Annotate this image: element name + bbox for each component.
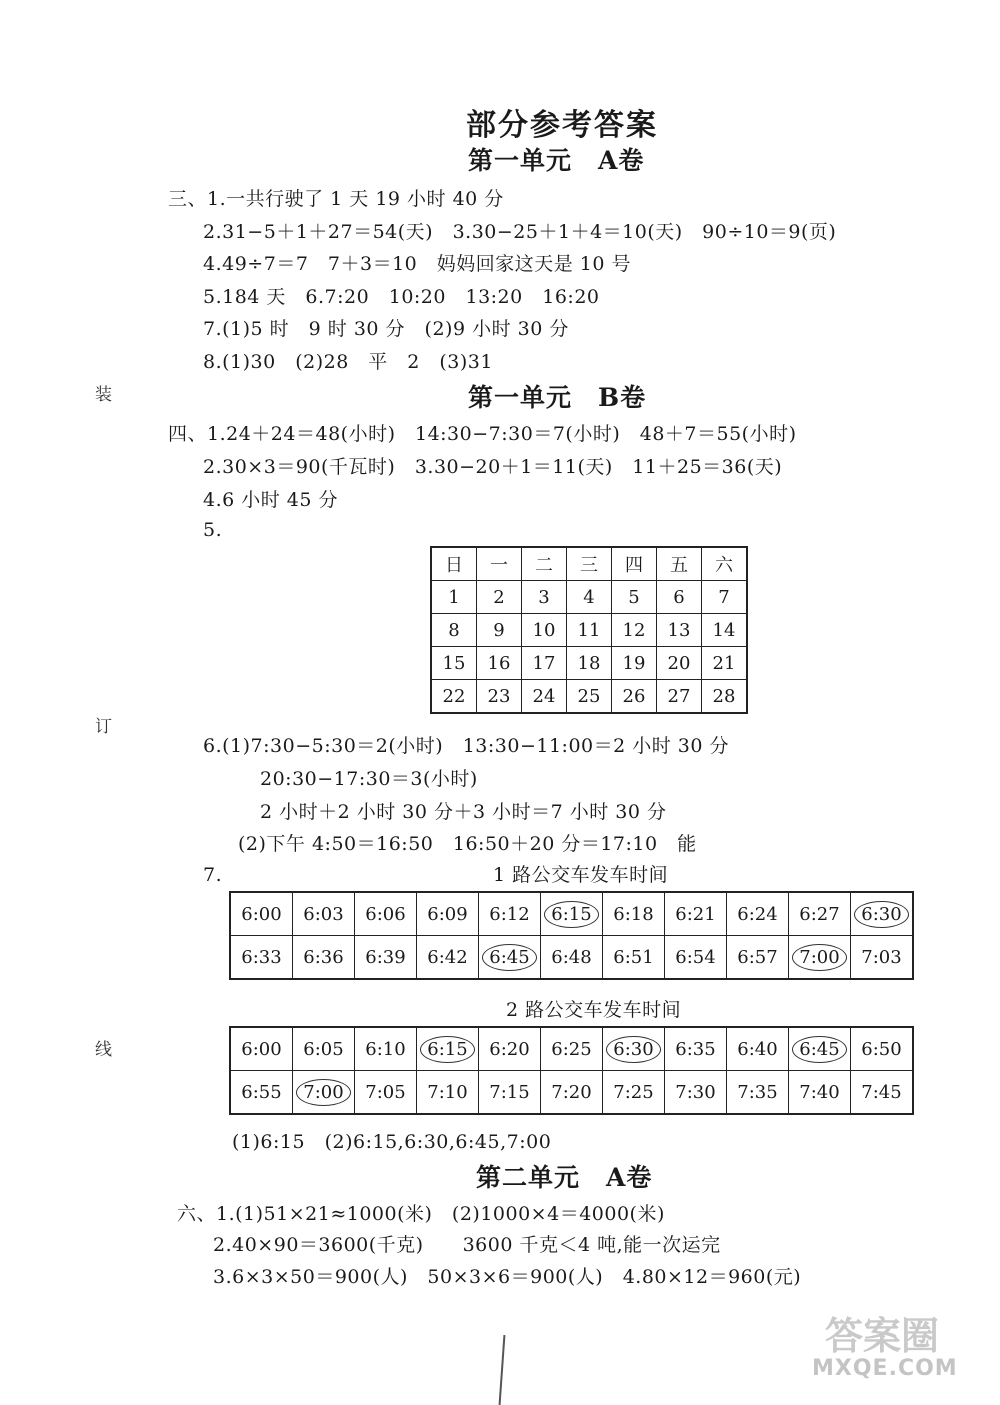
bus1-time-cell <box>479 892 541 936</box>
time-value: 6:10 <box>365 1038 406 1060</box>
q7-label: 7. <box>203 864 223 886</box>
time-value: 7:20 <box>551 1081 592 1103</box>
unit1-a-line: 8.(1)30 (2)28 平 2 (3)31 <box>203 351 493 373</box>
bus1-row <box>230 936 913 980</box>
time-value: 7:15 <box>489 1081 530 1103</box>
bus1-time-cell <box>293 936 355 980</box>
unit1-a-line: 5.184 天 6.7:20 10:20 13:20 16:20 <box>203 286 600 308</box>
circled-time: 6:45 <box>792 1036 846 1063</box>
bus1-time-cell <box>727 892 789 936</box>
calendar-cell: 25 <box>567 680 612 714</box>
bus1-time-cell <box>230 892 293 936</box>
time-value: 6:12 <box>489 903 530 925</box>
time-value: 6:35 <box>675 1038 716 1060</box>
time-value: 6:48 <box>551 946 592 968</box>
bus2-time-cell <box>541 1027 603 1071</box>
bus1-time-cell <box>541 936 603 980</box>
q6-line: 6.(1)7:30−5:30＝2(小时) 13:30−11:00＝2 小时 30 分 <box>203 735 730 757</box>
bus2-time-cell <box>789 1071 851 1115</box>
calendar-cell: 11 <box>567 614 612 647</box>
time-value: 7:30 <box>675 1081 716 1103</box>
time-value: 6:33 <box>241 946 282 968</box>
bus1-time-cell <box>851 936 914 980</box>
calendar-cell: 12 <box>612 614 657 647</box>
calendar-header-cell: 日 <box>431 547 477 581</box>
watermark-url: MXQE.COM <box>812 1356 958 1381</box>
calendar-row <box>431 581 747 614</box>
time-value: 7:05 <box>365 1081 406 1103</box>
bus1-time-cell <box>603 892 665 936</box>
time-value: 6:24 <box>737 903 778 925</box>
bus2-time-cell <box>727 1071 789 1115</box>
time-value: 7:25 <box>613 1081 654 1103</box>
time-value: 6:06 <box>365 903 406 925</box>
circled-time: 6:15 <box>420 1036 474 1063</box>
bus1-time-cell <box>355 892 417 936</box>
bus1-time-cell <box>603 936 665 980</box>
time-value: 6:51 <box>613 946 654 968</box>
unit2-a-heading: 第二单元 A卷 <box>476 1163 653 1192</box>
bus1-time-cell <box>851 892 914 936</box>
circled-time: 6:15 <box>544 901 598 928</box>
circled-time: 7:00 <box>296 1079 350 1106</box>
circled-time: 6:45 <box>482 944 536 971</box>
bus1-row <box>230 892 913 936</box>
calendar-cell: 13 <box>657 614 702 647</box>
margin-mark-zhuang: 装 <box>95 385 112 405</box>
time-value: 7:45 <box>861 1081 902 1103</box>
unit1-b-heading: 第一单元 B卷 <box>468 383 647 412</box>
bus2-time-cell <box>479 1071 541 1115</box>
time-value: 6:40 <box>737 1038 778 1060</box>
bus2-time-cell <box>665 1071 727 1115</box>
time-value: 6:09 <box>427 903 468 925</box>
time-value: 6:00 <box>241 903 282 925</box>
bus2-time-cell <box>851 1027 914 1071</box>
calendar-cell: 27 <box>657 680 702 714</box>
calendar-cell: 1 <box>431 581 477 614</box>
calendar-table <box>430 546 748 714</box>
bus2-time-cell <box>230 1071 293 1115</box>
bus2-time-cell <box>417 1071 479 1115</box>
unit1-a-heading: 第一单元 A卷 <box>468 146 645 175</box>
circled-time: 7:00 <box>792 944 846 971</box>
unit2-a-line: 2.40×90＝3600(千克) 3600 千克＜4 吨,能一次运完 <box>213 1234 721 1256</box>
q6-line: 20:30−17:30＝3(小时) <box>260 768 478 790</box>
page-title: 部分参考答案 <box>466 108 658 143</box>
bus1-time-cell <box>355 936 417 980</box>
calendar-header-cell: 三 <box>567 547 612 581</box>
unit2-a-line: 六、1.(1)51×21≈1000(米) (2)1000×4＝4000(米) <box>177 1203 665 1225</box>
bus2-time-cell <box>789 1027 851 1071</box>
circled-time: 6:30 <box>854 901 908 928</box>
time-value: 6:36 <box>303 946 344 968</box>
bus2-time-cell <box>727 1027 789 1071</box>
bus2-time-cell <box>665 1027 727 1071</box>
time-value: 7:10 <box>427 1081 468 1103</box>
bus1-caption: 1 路公交车发车时间 <box>493 864 669 886</box>
calendar-header-cell: 六 <box>702 547 748 581</box>
calendar-cell: 8 <box>431 614 477 647</box>
bus1-time-cell <box>727 936 789 980</box>
bus1-time-cell <box>417 936 479 980</box>
time-value: 6:18 <box>613 903 654 925</box>
calendar-cell: 26 <box>612 680 657 714</box>
calendar-cell: 21 <box>702 647 748 680</box>
time-value: 6:05 <box>303 1038 344 1060</box>
calendar-cell: 24 <box>522 680 567 714</box>
time-value: 6:25 <box>551 1038 592 1060</box>
margin-mark-ding: 订 <box>95 717 112 737</box>
pencil-mark <box>499 1335 506 1405</box>
time-value: 6:39 <box>365 946 406 968</box>
calendar-header-cell: 五 <box>657 547 702 581</box>
bus1-time-cell <box>230 936 293 980</box>
calendar-cell: 23 <box>477 680 522 714</box>
bus2-time-cell <box>603 1071 665 1115</box>
bus2-time-cell <box>851 1071 914 1115</box>
unit1-b-line: 四、1.24＋24＝48(小时) 14:30−7:30＝7(小时) 48＋7＝55(小时) <box>168 423 797 445</box>
calendar-cell: 2 <box>477 581 522 614</box>
calendar-cell: 6 <box>657 581 702 614</box>
bus2-schedule-table <box>229 1026 914 1115</box>
unit1-a-line: 2.31−5＋1＋27＝54(天) 3.30−25＋1＋4＝10(天) 90÷10＝9(页) <box>203 221 837 243</box>
calendar-header-cell: 四 <box>612 547 657 581</box>
bus2-row <box>230 1027 913 1071</box>
time-value: 6:03 <box>303 903 344 925</box>
calendar-cell: 4 <box>567 581 612 614</box>
calendar-cell: 20 <box>657 647 702 680</box>
bus1-schedule-table <box>229 891 914 980</box>
calendar-header-row <box>431 547 747 581</box>
calendar-row <box>431 647 747 680</box>
calendar-cell: 7 <box>702 581 748 614</box>
bus1-time-cell <box>665 936 727 980</box>
bus2-row <box>230 1071 913 1115</box>
calendar-cell: 19 <box>612 647 657 680</box>
bus2-caption: 2 路公交车发车时间 <box>506 999 682 1021</box>
calendar-cell: 16 <box>477 647 522 680</box>
bus2-time-cell <box>230 1027 293 1071</box>
unit1-a-line: 三、1.一共行驶了 1 天 19 小时 40 分 <box>168 188 504 210</box>
calendar-cell: 10 <box>522 614 567 647</box>
bus1-time-cell <box>417 892 479 936</box>
bus1-time-cell <box>479 936 541 980</box>
time-value: 6:20 <box>489 1038 530 1060</box>
calendar-cell: 18 <box>567 647 612 680</box>
watermark-logo: 答案圈 <box>825 1314 940 1358</box>
bus2-time-cell <box>479 1027 541 1071</box>
unit1-b-line: 5. <box>203 519 223 541</box>
bus2-time-cell <box>541 1071 603 1115</box>
unit2-a-line: 3.6×3×50＝900(人) 50×3×6＝900(人) 4.80×12＝960(元) <box>213 1266 802 1288</box>
q6-line: 2 小时＋2 小时 30 分＋3 小时＝7 小时 30 分 <box>260 801 667 823</box>
unit1-b-line: 2.30×3＝90(千瓦时) 3.30−20＋1＝11(天) 11＋25＝36(天) <box>203 456 783 478</box>
calendar-cell: 15 <box>431 647 477 680</box>
time-value: 6:50 <box>861 1038 902 1060</box>
calendar-header-cell: 二 <box>522 547 567 581</box>
time-value: 6:21 <box>675 903 716 925</box>
bus1-time-cell <box>541 892 603 936</box>
bus2-time-cell <box>293 1071 355 1115</box>
time-value: 7:03 <box>861 946 902 968</box>
time-value: 6:54 <box>675 946 716 968</box>
time-value: 6:00 <box>241 1038 282 1060</box>
calendar-cell: 9 <box>477 614 522 647</box>
time-value: 6:42 <box>427 946 468 968</box>
calendar-cell: 14 <box>702 614 748 647</box>
margin-mark-xian: 线 <box>95 1040 112 1060</box>
calendar-row <box>431 614 747 647</box>
q7-answer: (1)6:15 (2)6:15,6:30,6:45,7:00 <box>232 1131 552 1153</box>
q6-line: (2)下午 4:50＝16:50 16:50＋20 分＝17:10 能 <box>238 833 697 855</box>
calendar-header-cell: 一 <box>477 547 522 581</box>
calendar-cell: 22 <box>431 680 477 714</box>
calendar-row <box>431 680 747 714</box>
bus1-time-cell <box>293 892 355 936</box>
bus2-time-cell <box>603 1027 665 1071</box>
calendar-cell: 5 <box>612 581 657 614</box>
bus2-time-cell <box>355 1027 417 1071</box>
bus2-time-cell <box>293 1027 355 1071</box>
calendar-cell: 28 <box>702 680 748 714</box>
bus1-time-cell <box>789 892 851 936</box>
calendar-cell: 17 <box>522 647 567 680</box>
time-value: 6:27 <box>799 903 840 925</box>
circled-time: 6:30 <box>606 1036 660 1063</box>
bus2-time-cell <box>417 1027 479 1071</box>
bus2-time-cell <box>355 1071 417 1115</box>
time-value: 6:55 <box>241 1081 282 1103</box>
time-value: 6:57 <box>737 946 778 968</box>
unit1-b-line: 4.6 小时 45 分 <box>203 489 339 511</box>
bus1-time-cell <box>665 892 727 936</box>
unit1-a-line: 4.49÷7＝7 7＋3＝10 妈妈回家这天是 10 号 <box>203 253 632 275</box>
unit1-a-line: 7.(1)5 时 9 时 30 分 (2)9 小时 30 分 <box>203 318 569 340</box>
time-value: 7:40 <box>799 1081 840 1103</box>
calendar-cell: 3 <box>522 581 567 614</box>
time-value: 7:35 <box>737 1081 778 1103</box>
bus1-time-cell <box>789 936 851 980</box>
